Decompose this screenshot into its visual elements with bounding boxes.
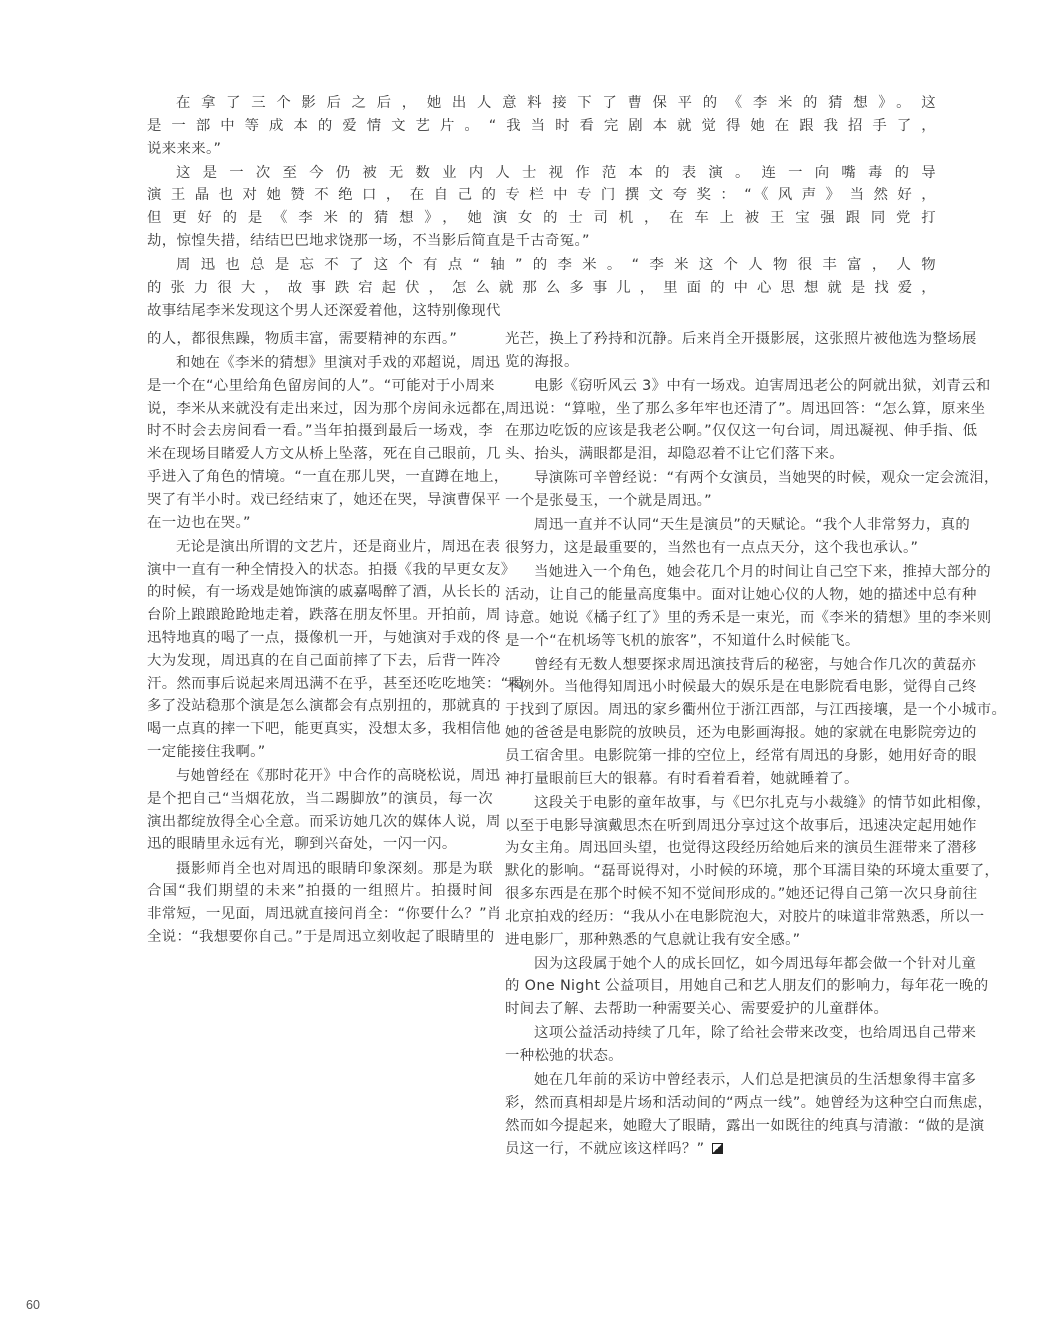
text-line: 是一个“在机场等飞机的旅客”，不知道什么时候能飞。 [505,632,860,649]
article-top-section [147,92,936,324]
text-line: 北京拍戏的经历：“我从小在电影院泡大，对胶片的味道非常熟悉，所以一 [505,908,985,925]
text-line: 诗意。她说《橘子红了》里的秀禾是一束光，而《李米的猜想》里的李米则 [505,609,992,626]
text-line: 当她进入一个角色，她会花几个月的时间让自己空下来，推掉大部分的 [534,564,991,581]
text-line: 乎进入了角色的情境。“一直在那儿哭，一直蹲在地上， [147,469,509,486]
text-line: 电影《窃听风云 3》中有一场戏。迫害周迅老公的阿就出狱，刘青云和 [534,377,991,394]
text-line: 演中一直有一种全情投入的状态。拍摄《我的早更女友》 [147,561,516,578]
text-line: 曾经有无数人想要探求周迅演技背后的秘密，与她合作几次的黄磊亦 [534,656,977,673]
text-line: 这段关于电影的童年故事，与《巴尔扎克与小裁缝》的情节如此相像， [534,794,991,811]
article-right-column [505,328,1007,1162]
paragraph [505,514,971,560]
text-line: 很多东西是在那个时候不知不觉间形成的。”她还记得自己第一次只身前往 [505,885,978,902]
text-line: 然而如今提起来，她瞪大了眼睛，露出一如既往的纯真与清澈：“做的是演 [505,1117,985,1134]
paragraph [505,1069,993,1160]
paragraph [505,375,991,466]
paragraph [505,654,1007,791]
text-line: 劫，惊惶失措，结结巴巴地求饶那一场，不当影后简直是千古奇冤。” [147,233,590,250]
text-line: 大为发现，周迅真的在自己面前摔了下去，后背一阵冷 [147,652,501,669]
text-line: 她在几年前的采访中曾经表示，人们总是把演员的生活想象得丰富多 [534,1072,977,1089]
text-line: 喝一点真的摔一下吧，能更真实，没想太多，我相信他 [147,721,501,738]
text-line: 与她曾经在《那时花开》中合作的高晓松说，周迅 [176,768,501,785]
text-line: 迅的眼睛里永远有光，聊到兴奋处，一闪一闪。 [147,836,457,853]
text-line: 员工宿舍里。电影院第一排的空位上，经常有周迅的身影，她用好奇的眼 [505,747,977,764]
article-left-column [147,328,524,950]
text-line: 故事结尾李米发现这个男人还深爱着他，这特别像现代 [147,302,501,319]
paragraph [505,561,992,652]
text-line: 为女主角。周迅回头望，也觉得这段经历给她后来的演员生涯带来了潜移 [505,840,977,857]
paragraph [505,1022,977,1068]
text-line: 头、抬头，满眼都是泪，却隐忍着不让它们落下来。 [505,446,845,463]
paragraph [147,254,936,322]
text-line: 时间去了解、去帮助一种需要关心、需要爱护的儿童群体。 [505,1001,889,1018]
text-line: 一定能接住我啊。” [147,743,266,760]
paragraph [147,858,502,949]
text-line: 台阶上踉踉跄跄地走着，跌落在朋友怀里。开拍前，周 [147,607,501,624]
text-line: 一个是张曼玉，一个就是周迅。” [505,493,712,510]
text-line: 全说：“我想要你自己。”于是周迅立刻收起了眼睛里的 [147,928,495,945]
text-line: 这是一次至今仍被无数业内人士视作范本的表演。连一向嘴毒的导 [176,164,936,181]
text-line: 默化的影响。“磊哥说得对，小时候的环境，那个耳濡目染的环境太重要了， [505,863,1000,880]
text-line: 是一个在“心里给角色留房间的人”。“可能对于小周来 [147,377,495,394]
text-line: 的人，都很焦躁，物质丰富，需要精神的东西。” [147,331,458,347]
text-line: 和她在《李米的猜想》里演对手戏的邓超说，周迅 [176,355,501,372]
paragraph [505,328,977,374]
paragraph [147,765,501,856]
text-line: 的 One Night 公益项目，用她自己和艺人朋友们的影响力，每年花一晚的 [505,978,989,995]
paragraph [147,352,516,534]
text-line: 迅特地真的喝了一点，摄像机一开，与她演对手戏的佟 [147,629,501,646]
text-line: 不例外。当他得知周迅小时候最大的娱乐是在电影院看电影，觉得自己终 [505,679,977,696]
text-line: 无论是演出所谓的文艺片，还是商业片，周迅在表 [176,538,501,555]
text-line: 导演陈可辛曾经说：“有两个女演员，当她哭的时候，观众一定会流泪， [534,470,999,487]
paragraph [505,953,989,1021]
text-line: 演出都绽放得全心全意。而采访她几次的媒体人说，周 [147,813,501,830]
text-line: 很努力，这是最重要的，当然也有一点点天分，这个我也承认。” [505,540,919,557]
end-of-article-icon [712,1143,723,1154]
text-line: 是一部中等成本的爱情文艺片。“我当时看完剧本就觉得她在跟我招手了， [147,117,936,134]
page-number: 60 [26,1298,40,1312]
text-line: 米在现场目睹爱人方文从桥上坠落，死在自己眼前，几 [147,446,501,463]
paragraph [147,536,524,764]
text-line: 在拿了三个影后之后，她出人意料接下了曹保平的《李米的猜想》。这 [176,95,936,111]
text-line: 在一边也在哭。” [147,514,251,531]
text-line: 因为这段属于她个人的成长回忆，如今周迅每年都会做一个针对儿童 [534,955,977,972]
text-line: 她的爸爸是电影院的放映员，还为电影画海报。她的家就在电影院旁边的 [505,725,977,742]
text-line: 哭了有半小时。戏已经结束了，她还在哭，导演曹保平 [147,491,501,508]
text-line: 演王晶也对她赞不绝口，在自己的专栏中专门撰文夸奖：“《风声》当然好， [147,187,936,204]
text-line: 在那边吃饭的应该是我老公啊。”仅仅这一句台词，周迅凝视、伸手指、低 [505,423,978,440]
text-line: 多了没站稳那个演是怎么演都会有点别扭的，那就真的 [147,698,501,715]
text-line: 汗。然而事后说起来周迅满不在乎，甚至还吃吃地笑：“喝 [147,675,524,692]
text-line: 彩，然而真相却是片场和活动间的“两点一线”。她曾经为这种空白而焦虑， [505,1094,993,1111]
text-line: 光芒，换上了矜持和沉静。后来肖全开摄影展，这张照片被他选为整场展 [505,331,977,347]
text-line: 一种松弛的状态。 [505,1048,623,1065]
text-line: 非常短，一见面，周迅就直接问肖全：“你要什么？”肖 [147,906,502,923]
text-line: 时不时会去房间看一看。”当年拍摄到最后一场戏，李 [147,423,493,440]
text-line: 以至于电影导演戴思杰在听到周迅分享过这个故事后，迅速决定起用她作 [505,817,977,834]
text-line: 员这一行，不就应该这样吗？” [505,1138,936,1161]
text-line: 合国“我们期望的未来”拍摄的一组照片。拍摄时间 [147,883,493,900]
text-line: 周迅一直并不认同“天生是演员”的天赋论。“我个人非常努力，真的 [534,517,971,534]
text-line: 摄影师肖全也对周迅的眼睛印象深刻。那是为联 [176,860,493,877]
paragraph [147,92,936,160]
text-line: 这项公益活动持续了几年，除了给社会带来改变，也给周迅自己带来 [534,1025,977,1042]
text-line: 说，李米从来就没有走出来过，因为那个房间永远都在， [147,400,516,417]
text-line: 于找到了原因。周迅的家乡衢州位于浙江西部，与江西接壤，是一个小城市。 [505,702,1007,719]
text-line: 周迅也总是忘不了这个有点“轴”的李米。“李米这个人物很丰富，人物 [176,257,936,274]
text-line: 说来来来。” [147,140,222,157]
paragraph [505,792,1000,952]
text-line: 是个把自己“当烟花放，当二踢脚放”的演员，每一次 [147,790,493,807]
paragraph [147,328,493,351]
text-line: 活动，让自己的能量高度集中。面对让她心仪的人物，她的描述中总有种 [505,586,977,603]
text-line: 的时候，有一场戏是她饰演的戚嘉喝醉了酒，从长长的 [147,584,501,601]
paragraph [505,467,999,513]
text-line: 神打量眼前巨大的银幕。有时看着看着，她就睡着了。 [505,770,859,787]
text-line: 览的海报。 [505,353,579,370]
text-line: 的张力很大，故事跌宕起伏，怎么就那么多事儿，里面的中心思想就是找爱， [147,279,936,296]
text-line: 但更好的是《李米的猜想》，她演女的士司机，在车上被王宝强跟同党打 [147,210,936,227]
text-line: 周迅说：“算啦，坐了那么多年牢也还清了”。周迅回答：“怎么算，原来坐 [505,400,986,417]
text-line: 进电影厂，那种熟悉的气息就让我有安全感。” [505,931,801,948]
paragraph [147,162,936,253]
